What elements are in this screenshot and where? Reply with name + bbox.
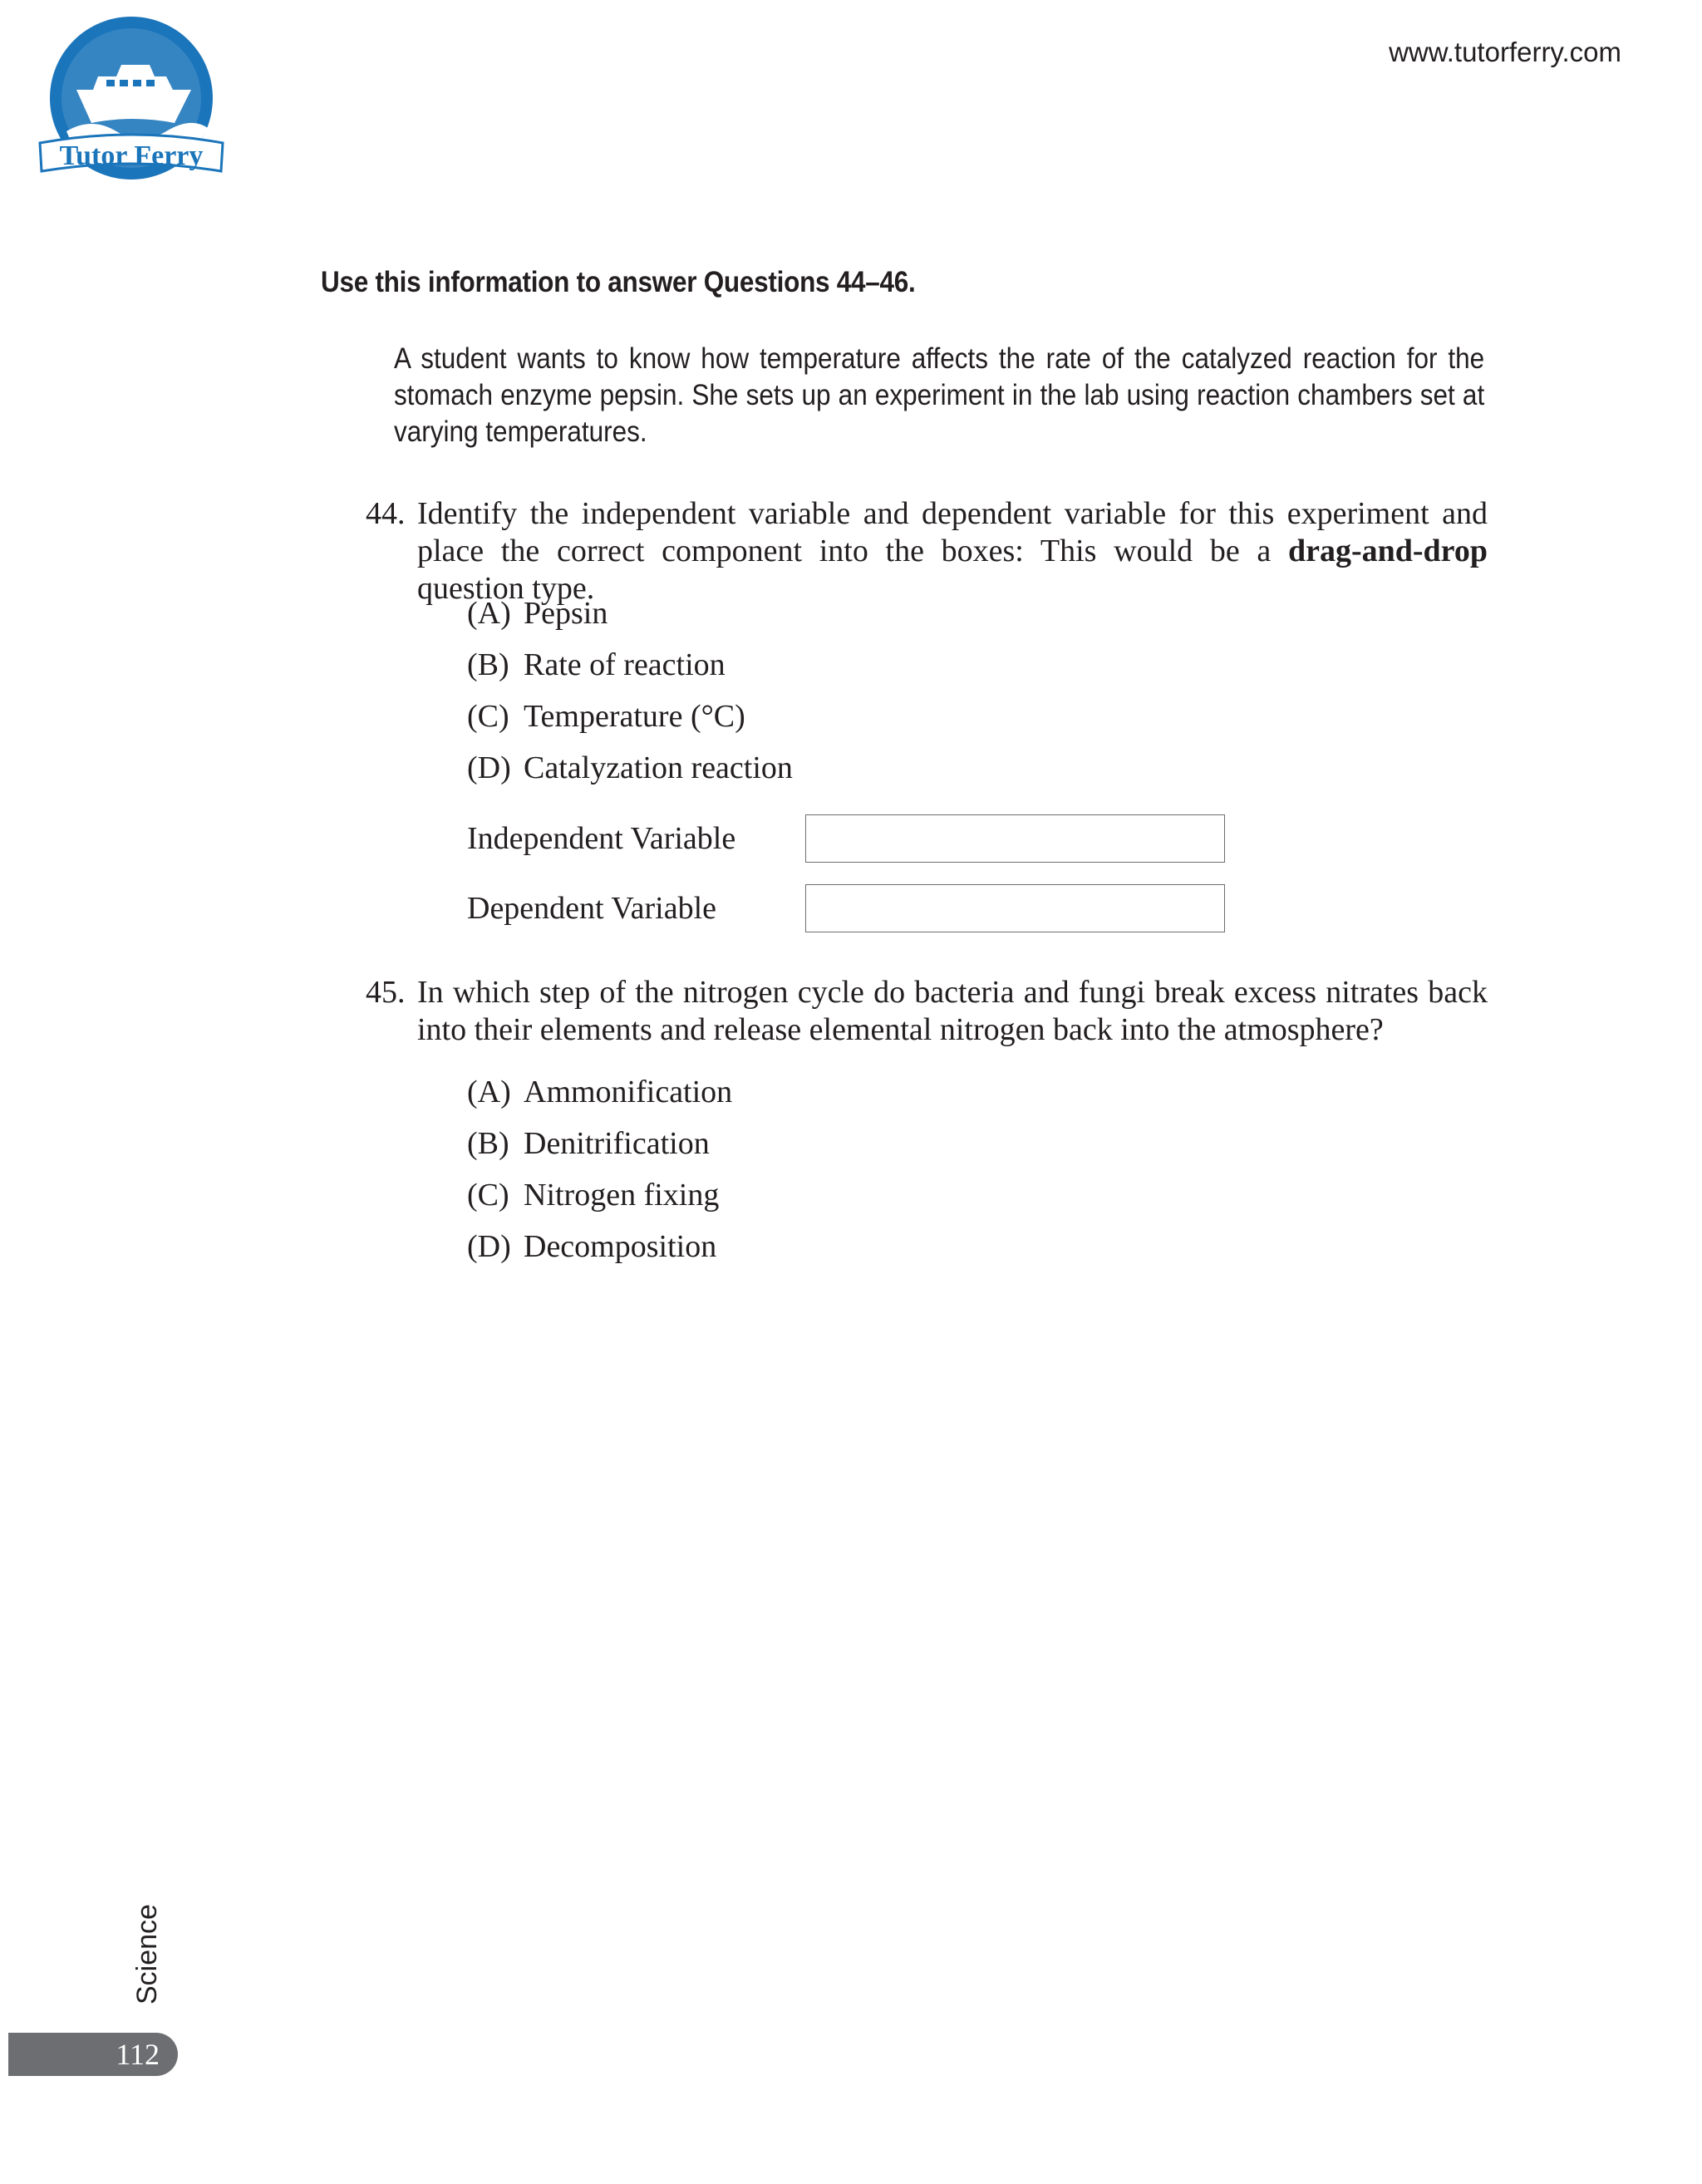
option-d[interactable] xyxy=(467,750,793,801)
option-b[interactable] xyxy=(467,1125,732,1177)
option-text: Nitrogen fixing xyxy=(524,1178,720,1213)
ship-logo-icon xyxy=(33,17,224,183)
option-text: Temperature (°C) xyxy=(524,699,745,734)
page-number-tab xyxy=(8,2033,178,2076)
option-a[interactable] xyxy=(467,595,793,647)
section-label: Science xyxy=(131,1904,163,2004)
option-c[interactable] xyxy=(467,1177,732,1228)
option-letter: (B) xyxy=(467,647,509,682)
logo-text: Tutor Ferry xyxy=(59,140,204,171)
dependent-variable-dropbox[interactable] xyxy=(805,884,1225,932)
option-letter: (C) xyxy=(467,699,509,734)
question-45 xyxy=(366,974,1488,1049)
independent-variable-dropbox[interactable] xyxy=(805,814,1225,863)
question-44-options xyxy=(467,595,793,801)
option-a[interactable] xyxy=(467,1074,732,1125)
intro-passage: A student wants to know how temperature affects the rate of the catalyzed reaction for the stomach enzyme pepsin. She sets up an experiment in the lab using reaction chambers set at varying temperatures. xyxy=(394,342,1485,448)
option-letter: (A) xyxy=(467,596,511,631)
option-text: Catalyzation reaction xyxy=(524,750,793,785)
dependent-variable-label: Dependent Variable xyxy=(467,891,717,926)
option-text: Ammonification xyxy=(524,1075,733,1109)
option-text: Pepsin xyxy=(524,596,608,631)
question-text: In which step of the nitrogen cycle do bacteria and fungi break excess nitrates back into their elements and release elemental nitrogen back into the atmosphere? xyxy=(417,975,1488,1047)
option-text: Denitrification xyxy=(524,1126,710,1161)
option-letter: (D) xyxy=(467,750,511,785)
site-url: www.tutorferry.com xyxy=(1389,37,1621,67)
question-text: Identify the independent variable and dependent variable for this experiment and place the correct component into the boxes: This would be a drag-and-drop question type. xyxy=(417,496,1488,606)
independent-variable-label: Independent Variable xyxy=(467,821,736,856)
option-d[interactable] xyxy=(467,1228,732,1280)
option-letter: (D) xyxy=(467,1229,511,1264)
independent-variable-row xyxy=(467,814,1225,863)
option-c[interactable] xyxy=(467,698,793,750)
tutor-ferry-logo xyxy=(33,17,224,183)
option-b[interactable] xyxy=(467,647,793,698)
option-letter: (A) xyxy=(467,1075,511,1109)
option-text: Rate of reaction xyxy=(524,647,726,682)
intro-heading: Use this information to answer Questions 44–46. xyxy=(321,266,916,298)
option-letter: (B) xyxy=(467,1126,509,1161)
page-number: 112 xyxy=(116,2038,160,2071)
question-number: 45. xyxy=(366,975,406,1010)
question-type-bold: drag-and-drop xyxy=(1287,534,1488,568)
question-44 xyxy=(366,495,1488,607)
dependent-variable-row xyxy=(467,884,1225,932)
option-text: Decomposition xyxy=(524,1229,717,1264)
option-letter: (C) xyxy=(467,1178,509,1213)
question-45-options xyxy=(467,1074,732,1280)
question-number: 44. xyxy=(366,496,406,531)
